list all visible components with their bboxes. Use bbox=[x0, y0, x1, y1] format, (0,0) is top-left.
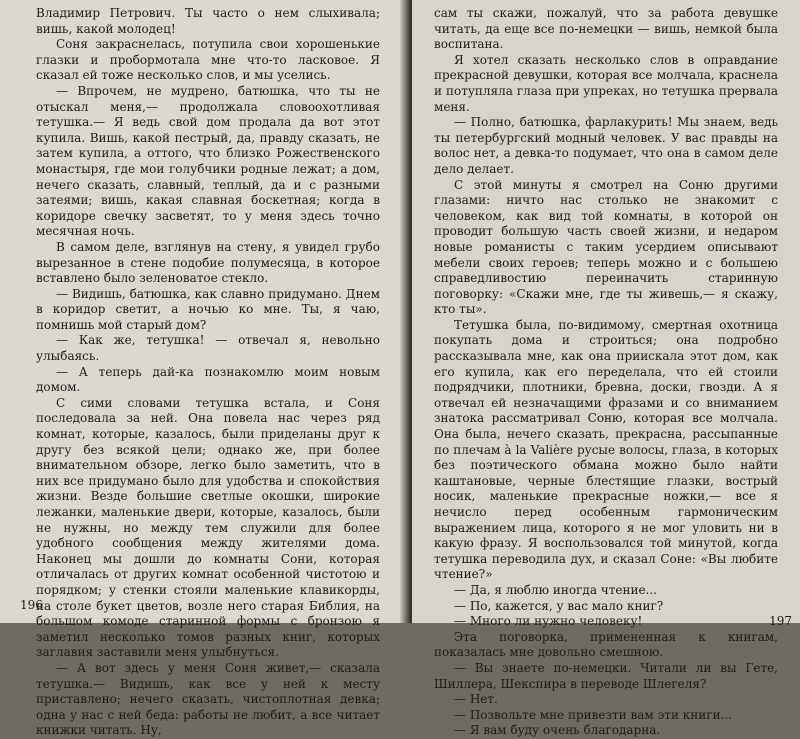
paragraph: Эта поговорка, примененная к книгам, показалась мне довольно смешною. bbox=[434, 629, 778, 660]
paragraph: Тетушка была, по-видимому, смертная охотница покупать дома и строиться; она подробно рассказывала мне, как она приискала этот дом, как его купила, как его переделала, что ей стоили подрядчики, плотники, бревна, доски, гвозди. А я отвечал ей незначащими фразами и со вниманием знатока рассматривал Соню, которая все молчала. Она была, нечего сказать, прекрасна, рассыпанные по плечам à la Valière русые волосы, глаза, в которых без поэтического обмана можно было найти каштановые, черные блестящие глазки, вострый носик, маленькие прекрасные ножки,— все я нечисло перед особенным гармоническим выражением лица, которого я не мог уловить ни в какую фразу. Я воспользовался той минутой, когда тетушка переводила дух, и сказал Соне: «Вы любите чтение?» bbox=[434, 317, 778, 582]
paragraph: — Да, я люблю иногда чтение... bbox=[454, 582, 657, 597]
paragraph: С этой минуты я смотрел на Соню другими глазами: ничто нас столько не знакомит с человеком, как вид той комнаты, в которой он проводит большую часть своей жизни, и недаром новые романисты с таким усердием описывают мебели своих героев; теперь можно и с большею справедливостию переиначить старинную поговорку: «Скажи мне, где ты живешь,— я скажу, кто ты». bbox=[434, 177, 778, 317]
paragraph: — А вот здесь у меня Соня живет,— сказала тетушка.— Видишь, как все у ней к месту приставлено; нечего сказать, чистоплотная девка; одна у нас с ней беда: работы не любит, а все читает книжки читать. Ну, bbox=[36, 660, 380, 738]
paragraph: С сими словами тетушка встала, и Соня последовала за ней. Она повела нас через ряд комнат, которые, казалось, были приделаны друг к другу без всякой цели; однако же, при более внимательном обзоре, легко было заметить, что в них все придумано было для удобства и спокойствия жизни. Везде большие светлые окошки, широкие лежанки, маленькие двери, которые, казалось, были не нужны, но между тем служили для более удобного сообщения между жителями дома. Наконец мы дошли до комнаты Сони, которая отличалась от других комнат особенной чистотою и порядком; у стенки стояли маленькие клавикорды, на столе букет цветов, возле него старая Библия, на большом комоде старинной формы с бронзою я заметил несколько томов разных книг, которых заглавия заставили меня улыбнуться. bbox=[36, 395, 380, 660]
page-number-left: 196 bbox=[20, 598, 43, 612]
right-page bbox=[412, 0, 800, 738]
paragraph: — Вы знаете по-немецки. Читали ли вы Гете, Шиллера, Шекспира в переводе Шлегеля? bbox=[434, 660, 778, 691]
paragraph: — Видишь, батюшка, как славно придумано. Днем в коридор светит, а ночью ко мне. Ты, я чаю, помнишь мой старый дом? bbox=[36, 286, 380, 332]
paragraph: — А теперь дай-ка познакомлю моим новым домом. bbox=[36, 364, 380, 395]
paragraph: Я хотел сказать несколько слов в оправдание прекрасной девушки, которая все молчала, краснела и потупляла глаза при упреках, но тетушка прервала меня. bbox=[434, 52, 778, 114]
paragraph: В самом деле, взглянув на стену, я увидел грубо вырезанное в стене подобие полумесяца, в которое вставлено было зеленоватое стекло. bbox=[36, 239, 380, 286]
paragraph: — Много ли нужно человеку! bbox=[454, 614, 643, 629]
page-number-right: 197 bbox=[769, 614, 792, 628]
paragraph: сам ты скажи, пожалуй, что за работа девушке читать, да еще все по-немецки — вишь, немкой была воспитана. bbox=[434, 6, 778, 52]
paragraph: — По, кажется, у вас мало книг? bbox=[454, 598, 664, 613]
left-page-text bbox=[36, 6, 380, 739]
paragraph: Владимир Петрович. Ты часто о нем слыхивала; вишь, какой молодец! bbox=[36, 6, 380, 36]
paragraph: — Я вам буду очень благодарна. bbox=[454, 723, 661, 738]
right-page-text bbox=[434, 6, 778, 739]
paragraph: — Полно, батюшка, фарлакурить! Мы знаем, ведь ты петербургский модный человек. У вас правды на волос нет, а девка-то подумает, что она в самом деле дело делает. bbox=[434, 115, 778, 176]
paragraph: — Нет. bbox=[454, 692, 498, 707]
paragraph: — Впрочем, не мудрено, батюшка, что ты не отыскал меня,— продолжала словоохотливая тетушка.— Я ведь свой дом продала да вот этот купила. Вишь, какой пестрый, да, правду сказать, не затем купила, а оттого, что близко Рожественского монастыря, где мои голубчики родные лежат; а дом, нечего сказать, славный, теплый, да и с разными затеями; вишь, какая славная боскетная; когда в коридоре свечку засветят, то у меня здесь точно месячная ночь. bbox=[36, 83, 380, 239]
paragraph: Соня закраснелась, потупила свои хорошенькие глазки и пробормотала мне что-то ласковое. Я сказал ей тоже несколько слов, и мы уселись. bbox=[36, 37, 380, 83]
paragraph: — Как же, тетушка! — отвечал я, невольно улыбаясь. bbox=[36, 333, 380, 364]
paragraph: — Позвольте мне привезти вам эти книги... bbox=[454, 707, 732, 722]
